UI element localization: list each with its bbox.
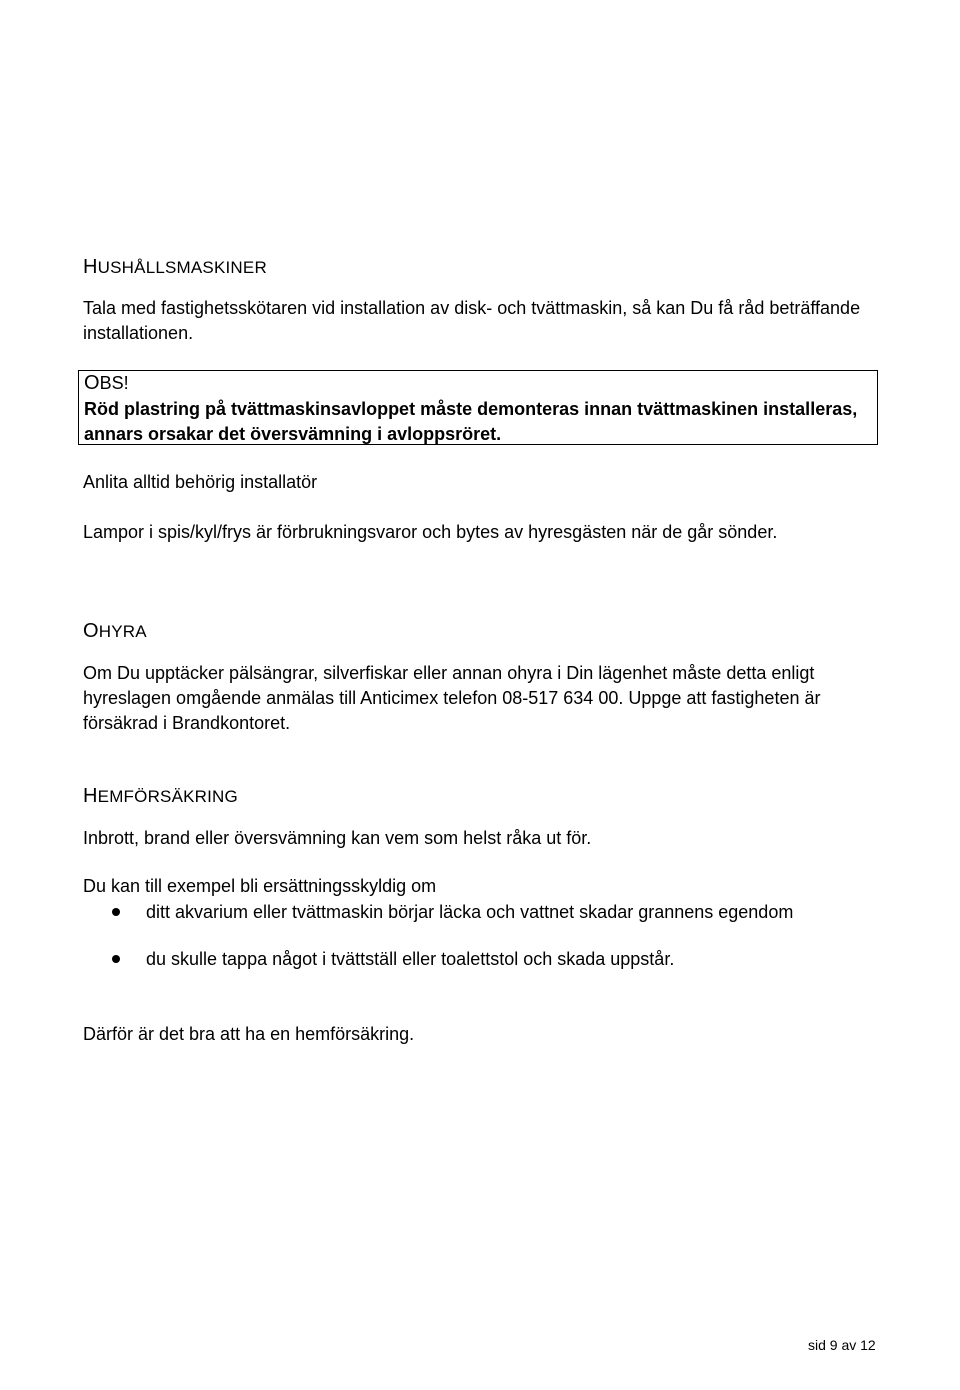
page-number: sid 9 av 12 [808, 1337, 876, 1353]
obs-warning-text: Röd plastring på tvättmaskinsavloppet måste demonteras innan tvättmaskinen installeras, annars orsakar det översvämning i avloppsröret. [84, 399, 858, 444]
example-intro: Du kan till exempel bli ersättningsskyldig om [83, 876, 437, 896]
conclusion-text: Därför är det bra att ha en hemförsäkring. [83, 1024, 415, 1044]
heading-hemforsakring [83, 785, 238, 808]
list-item [83, 947, 863, 972]
liability-examples-list [83, 900, 863, 994]
obs-initial: O [84, 372, 100, 394]
heading-ohyra [83, 620, 147, 643]
heading-rest: EMFÖRSÄKRING [97, 787, 238, 806]
list-item-text: ditt akvarium eller tvättmaskin börjar läcka och vattnet skadar grannens egendom [146, 902, 794, 922]
heading-initial: O [83, 620, 99, 642]
lamps-note: Lampor i spis/kyl/frys är förbrukningsvaror och bytes av hyresgästen när de går sönder. [83, 522, 778, 542]
heading-rest: USHÅLLSMASKINER [97, 258, 267, 277]
ohyra-text: Om Du upptäcker pälsängrar, silverfiskar eller annan ohyra i Din lägenhet måste detta enligt hyreslagen omgående anmälas till Anticimex telefon 08-517 634 00. Uppge att fastigheten är försäkrad i Brandkontoret. [83, 663, 821, 733]
obs-rest: BS! [99, 373, 129, 393]
obs-warning-box [78, 370, 878, 445]
bullet-icon [112, 908, 120, 916]
heading-initial: H [83, 256, 98, 278]
heading-hushallsmaskiner [83, 256, 267, 279]
list-item [83, 900, 863, 925]
obs-label [84, 372, 129, 395]
bullet-icon [112, 955, 120, 963]
risk-text: Inbrott, brand eller översvämning kan vem som helst råka ut för. [83, 828, 592, 848]
list-item-text: du skulle tappa något i tvättställ eller toalettstol och skada uppstår. [146, 949, 675, 969]
installer-note: Anlita alltid behörig installatör [83, 472, 318, 492]
heading-rest: HYRA [98, 622, 147, 641]
heading-initial: H [83, 785, 98, 807]
hushall-intro: Tala med fastighetsskötaren vid installation av disk- och tvättmaskin, så kan Du få råd beträffande installationen. [83, 298, 861, 343]
